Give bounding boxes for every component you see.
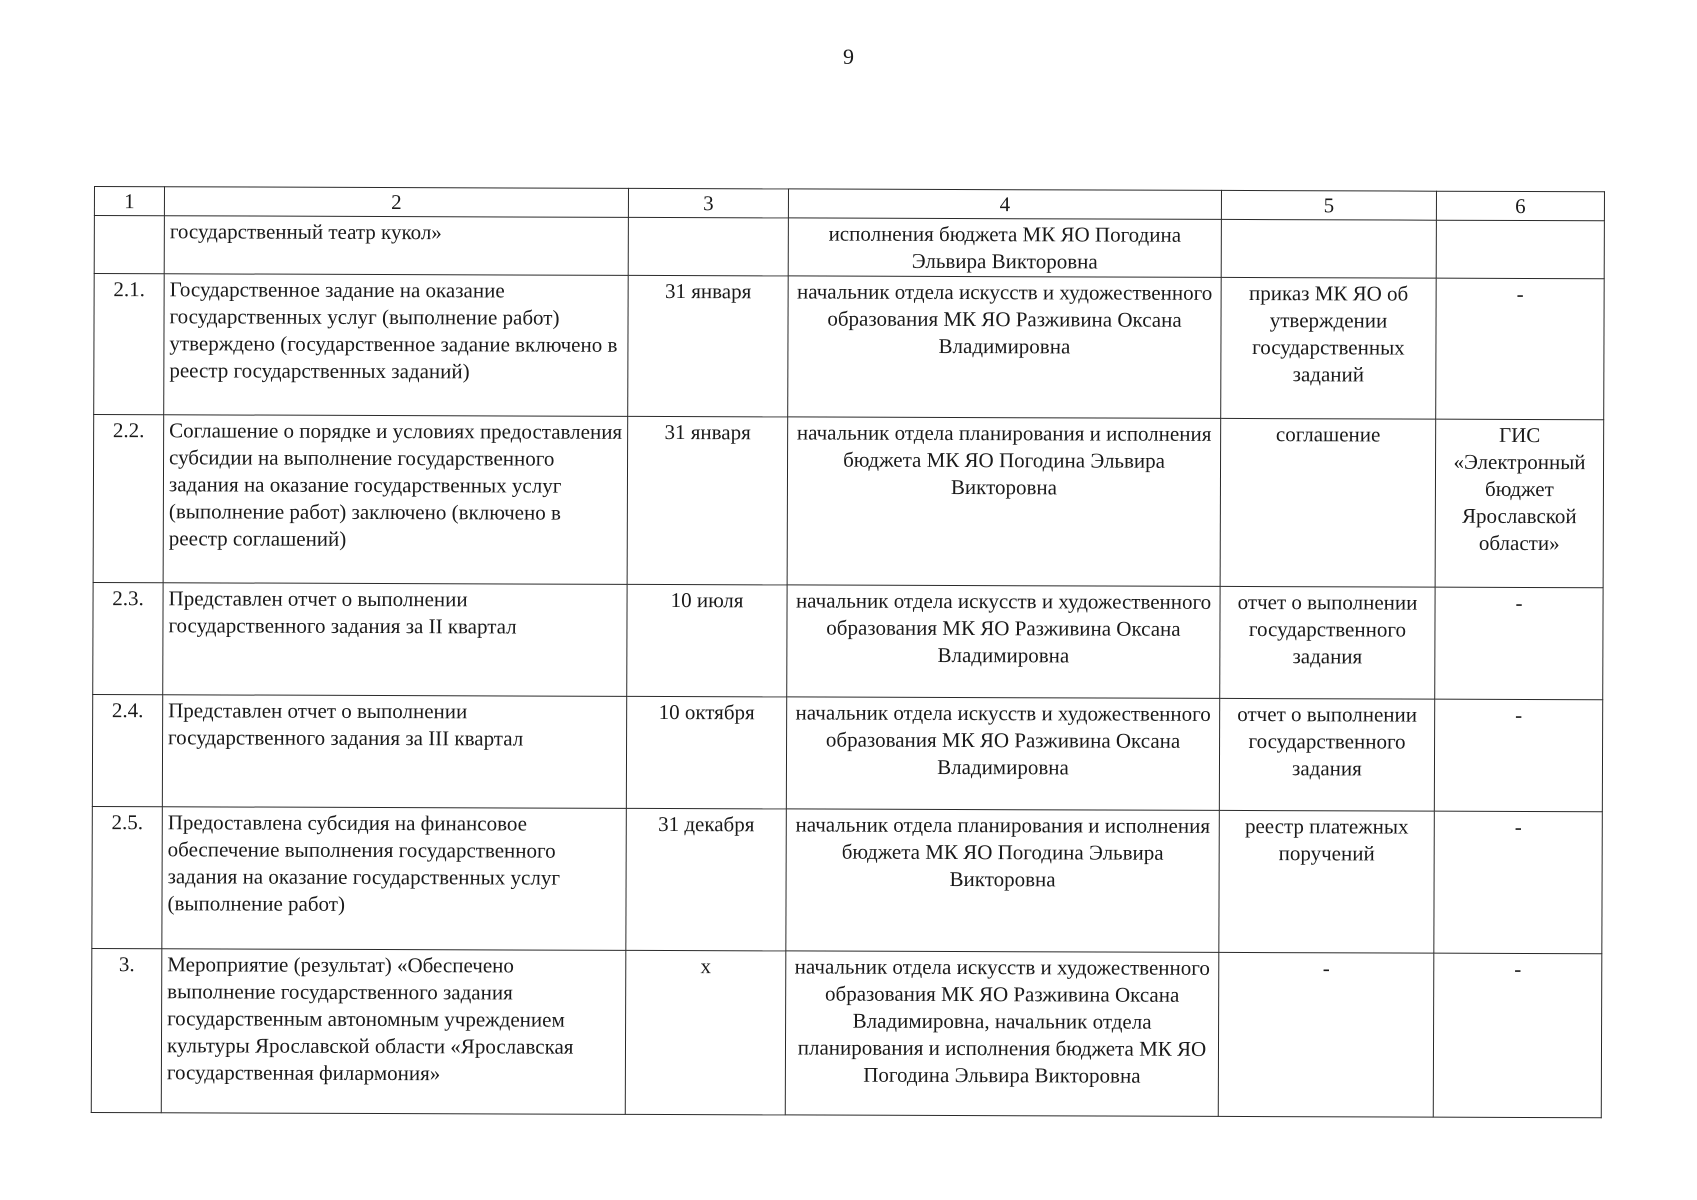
row-number: 2.2. [93,415,164,583]
col-header-4: 4 [788,189,1221,220]
row-document: - [1218,952,1434,1117]
table-row [93,582,1603,699]
table-row [94,274,1604,420]
row-responsible: начальник отдела искусств и художественного образования МК ЯО Разживина Оксана Владимировна, начальник отдела планирования и исполнения бюджета МК ЯО Погодина Эльвира Викторовна [785,951,1219,1117]
row-responsible: исполнения бюджета МК ЯО Погодина Эльвира Викторовна [788,218,1221,278]
row-deadline [628,217,788,276]
table-row [93,415,1604,588]
row-description: Мероприятие (результат) «Обеспечено выполнение государственного задания государственным автономным учреждением культуры Ярославской области «Ярославская государственная филармония» [161,949,626,1115]
row-system: - [1434,699,1602,812]
col-header-2: 2 [164,187,628,218]
row-responsible: начальник отдела планирования и исполнения бюджета МК ЯО Погодина Эльвира Викторовна [787,417,1221,587]
col-header-6: 6 [1436,191,1604,221]
row-document: отчет о выполнении государственного задания [1219,698,1434,811]
row-system: - [1433,953,1602,1118]
row-system: - [1434,811,1602,954]
row-document: отчет о выполнении государственного задания [1220,586,1435,699]
row-deadline: 31 января [627,416,788,585]
page-number: 9 [843,44,854,69]
row-description: Предоставлена субсидия на финансовое обеспечение выполнения государственного задания на оказание государственных услуг (выполнение работ) [162,807,626,951]
row-number: 2.4. [92,694,162,806]
table-row [92,694,1602,811]
row-description: государственный театр кукол» [164,216,628,276]
row-number: 2.3. [93,582,163,694]
table-row [92,806,1602,953]
row-number [94,216,164,274]
row-description: Представлен отчет о выполнении государственного задания за II квартал [163,583,627,697]
row-description: Государственное задание на оказание государственных услуг (выполнение работ) утверждено (государственное задание включено в реестр государственных заданий) [164,274,628,417]
col-header-3: 3 [628,188,788,218]
table-row [91,948,1602,1117]
row-deadline: х [625,950,786,1115]
plan-table [91,186,1605,1118]
row-document [1221,219,1436,278]
table-row [94,216,1604,279]
row-system: - [1435,587,1603,700]
row-number: 2.5. [92,806,162,948]
col-header-5: 5 [1221,190,1436,220]
row-responsible: начальник отдела искусств и художественного образования МК ЯО Разживина Оксана Владимировна [788,276,1221,419]
row-number: 3. [91,948,162,1112]
row-responsible: начальник отдела планирования и исполнения бюджета МК ЯО Погодина Эльвира Викторовна [786,809,1219,953]
row-responsible: начальник отдела искусств и художественного образования МК ЯО Разживина Оксана Владимировна [786,697,1219,811]
row-responsible: начальник отдела искусств и художественного образования МК ЯО Разживина Оксана Владимировна [787,585,1220,699]
row-number: 2.1. [94,274,164,415]
row-description: Представлен отчет о выполнении государственного задания за III квартал [162,695,626,809]
row-description: Соглашение о порядке и условиях предоставления субсидии на выполнение государственного задания на оказание государственных услуг (выполнение работ) заключено (включено в реестр соглашений) [163,415,628,585]
row-deadline: 31 января [628,275,788,417]
row-deadline: 10 октября [626,696,786,809]
row-document: приказ МК ЯО об утверждении государственных заданий [1221,277,1436,419]
col-header-1: 1 [94,187,164,216]
row-system: - [1436,278,1604,420]
row-document: соглашение [1220,418,1436,587]
row-document: реестр платежных поручений [1219,810,1434,953]
row-system: ГИС «Электронный бюджет Ярославской области» [1435,419,1604,588]
row-deadline: 10 июля [627,584,787,697]
row-system [1436,220,1604,279]
row-deadline: 31 декабря [626,808,786,951]
